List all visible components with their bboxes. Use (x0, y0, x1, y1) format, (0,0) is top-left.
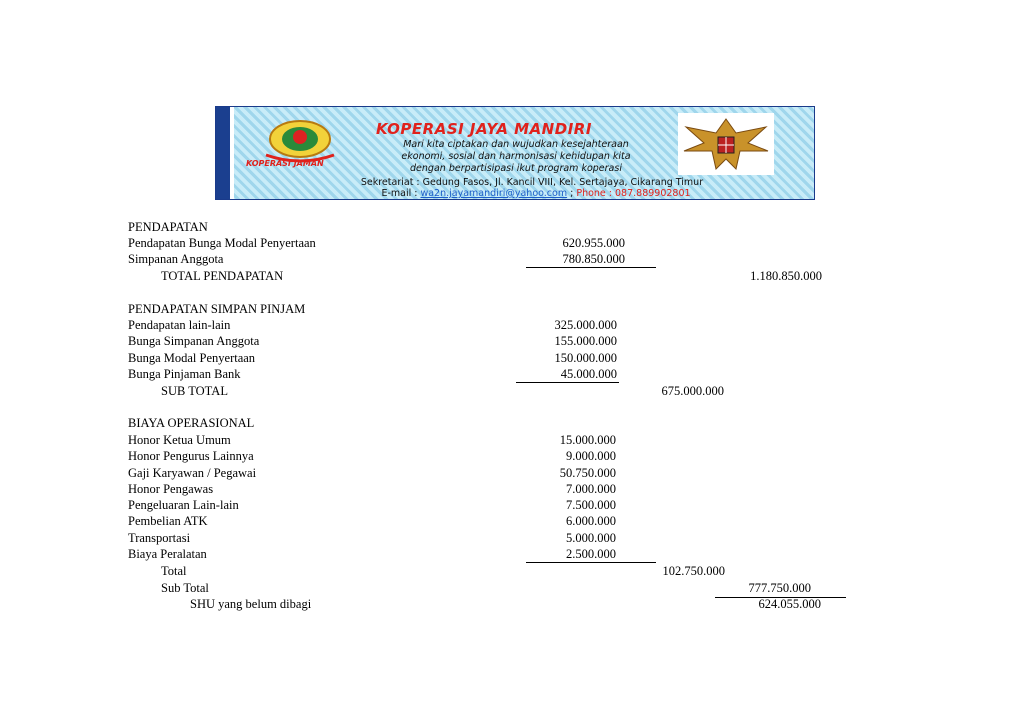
line-item-value: 620.955.000 (562, 236, 625, 250)
phone-number: Phone : 087.889902801 (576, 188, 691, 199)
line-item-label: Pendapatan Bunga Modal Penyertaan (128, 236, 316, 250)
line-item-value: 325.000.000 (554, 318, 617, 332)
total-value: 102.750.000 (662, 564, 725, 578)
sum-rule (516, 382, 619, 383)
section-heading-biaya: BIAYA OPERASIONAL (128, 416, 255, 430)
line-item-label: Simpanan Anggota (128, 252, 224, 266)
line-item-label: Pengeluaran Lain-lain (128, 498, 239, 512)
garuda-emblem-icon (678, 113, 774, 175)
line-item-label: Pendapatan lain-lain (128, 318, 231, 332)
line-item-value: 780.850.000 (562, 252, 625, 266)
line-item-label: Bunga Pinjaman Bank (128, 367, 241, 381)
shu-label: SHU yang belum dibagi (190, 597, 312, 611)
subtotal-label: Sub Total (161, 581, 209, 595)
coop-logo-icon (256, 115, 346, 165)
coop-title: KOPERASI JAYA MANDIRI (376, 120, 592, 138)
subtotal-value: 777.750.000 (748, 581, 811, 595)
line-item-value: 50.750.000 (559, 466, 616, 480)
secretariat-address: Sekretariat : Gedung Fasos, Jl. Kancil VIII, Kel. Sertajaya, Cikarang Timur (360, 177, 704, 188)
banner-stripe-accent (230, 107, 234, 199)
line-item-value: 9.000.000 (566, 449, 616, 463)
shu-value: 624.055.000 (758, 597, 821, 611)
line-item-value: 7.000.000 (566, 482, 616, 496)
line-item-label: Gaji Karyawan / Pegawai (128, 466, 257, 480)
line-item-value: 15.000.000 (559, 433, 616, 447)
line-item-value: 150.000.000 (554, 351, 617, 365)
tagline-1: Mari kita ciptakan dan wujudkan kesejahteraan (403, 139, 629, 150)
line-item-label: Honor Ketua Umum (128, 433, 231, 447)
line-item-label: Bunga Simpanan Anggota (128, 334, 260, 348)
contact-line (276, 188, 796, 199)
tagline-2: ekonomi, sosial dan harmonisasi kehidupan kita (401, 151, 631, 162)
total-label: Total (161, 564, 187, 578)
subtotal-value: 675.000.000 (661, 384, 724, 398)
section-heading-simpan-pinjam: PENDAPATAN SIMPAN PINJAM (128, 302, 306, 316)
line-item-value: 45.000.000 (560, 367, 617, 381)
email-link[interactable]: wa2n.jayamandiri@yahoo.com (420, 188, 568, 199)
total-label: TOTAL PENDAPATAN (161, 269, 284, 283)
line-item-value: 2.500.000 (566, 547, 616, 561)
section-heading-pendapatan: PENDAPATAN (128, 220, 208, 234)
banner-stripe (216, 107, 230, 199)
line-item-label: Honor Pengurus Lainnya (128, 449, 254, 463)
line-item-label: Bunga Modal Penyertaan (128, 351, 256, 365)
sum-rule (526, 562, 656, 563)
tagline-3: dengan berpartisipasi ikut program koperasi (410, 163, 622, 174)
contact-separator: ; (567, 188, 577, 199)
subtotal-label: SUB TOTAL (161, 384, 228, 398)
line-item-label: Pembelian ATK (128, 514, 208, 528)
line-item-label: Biaya Peralatan (128, 547, 207, 561)
sum-rule (526, 267, 656, 268)
line-item-value: 6.000.000 (566, 514, 616, 528)
line-item-label: Transportasi (128, 531, 191, 545)
line-item-label: Honor Pengawas (128, 482, 214, 496)
line-item-value: 5.000.000 (566, 531, 616, 545)
total-value: 1.180.850.000 (750, 269, 822, 283)
header-banner (215, 106, 815, 200)
email-label: E-mail : (381, 188, 421, 199)
line-item-value: 155.000.000 (554, 334, 617, 348)
left-logo-text: KOPERASI JAMAN (246, 159, 324, 168)
line-item-value: 7.500.000 (566, 498, 616, 512)
